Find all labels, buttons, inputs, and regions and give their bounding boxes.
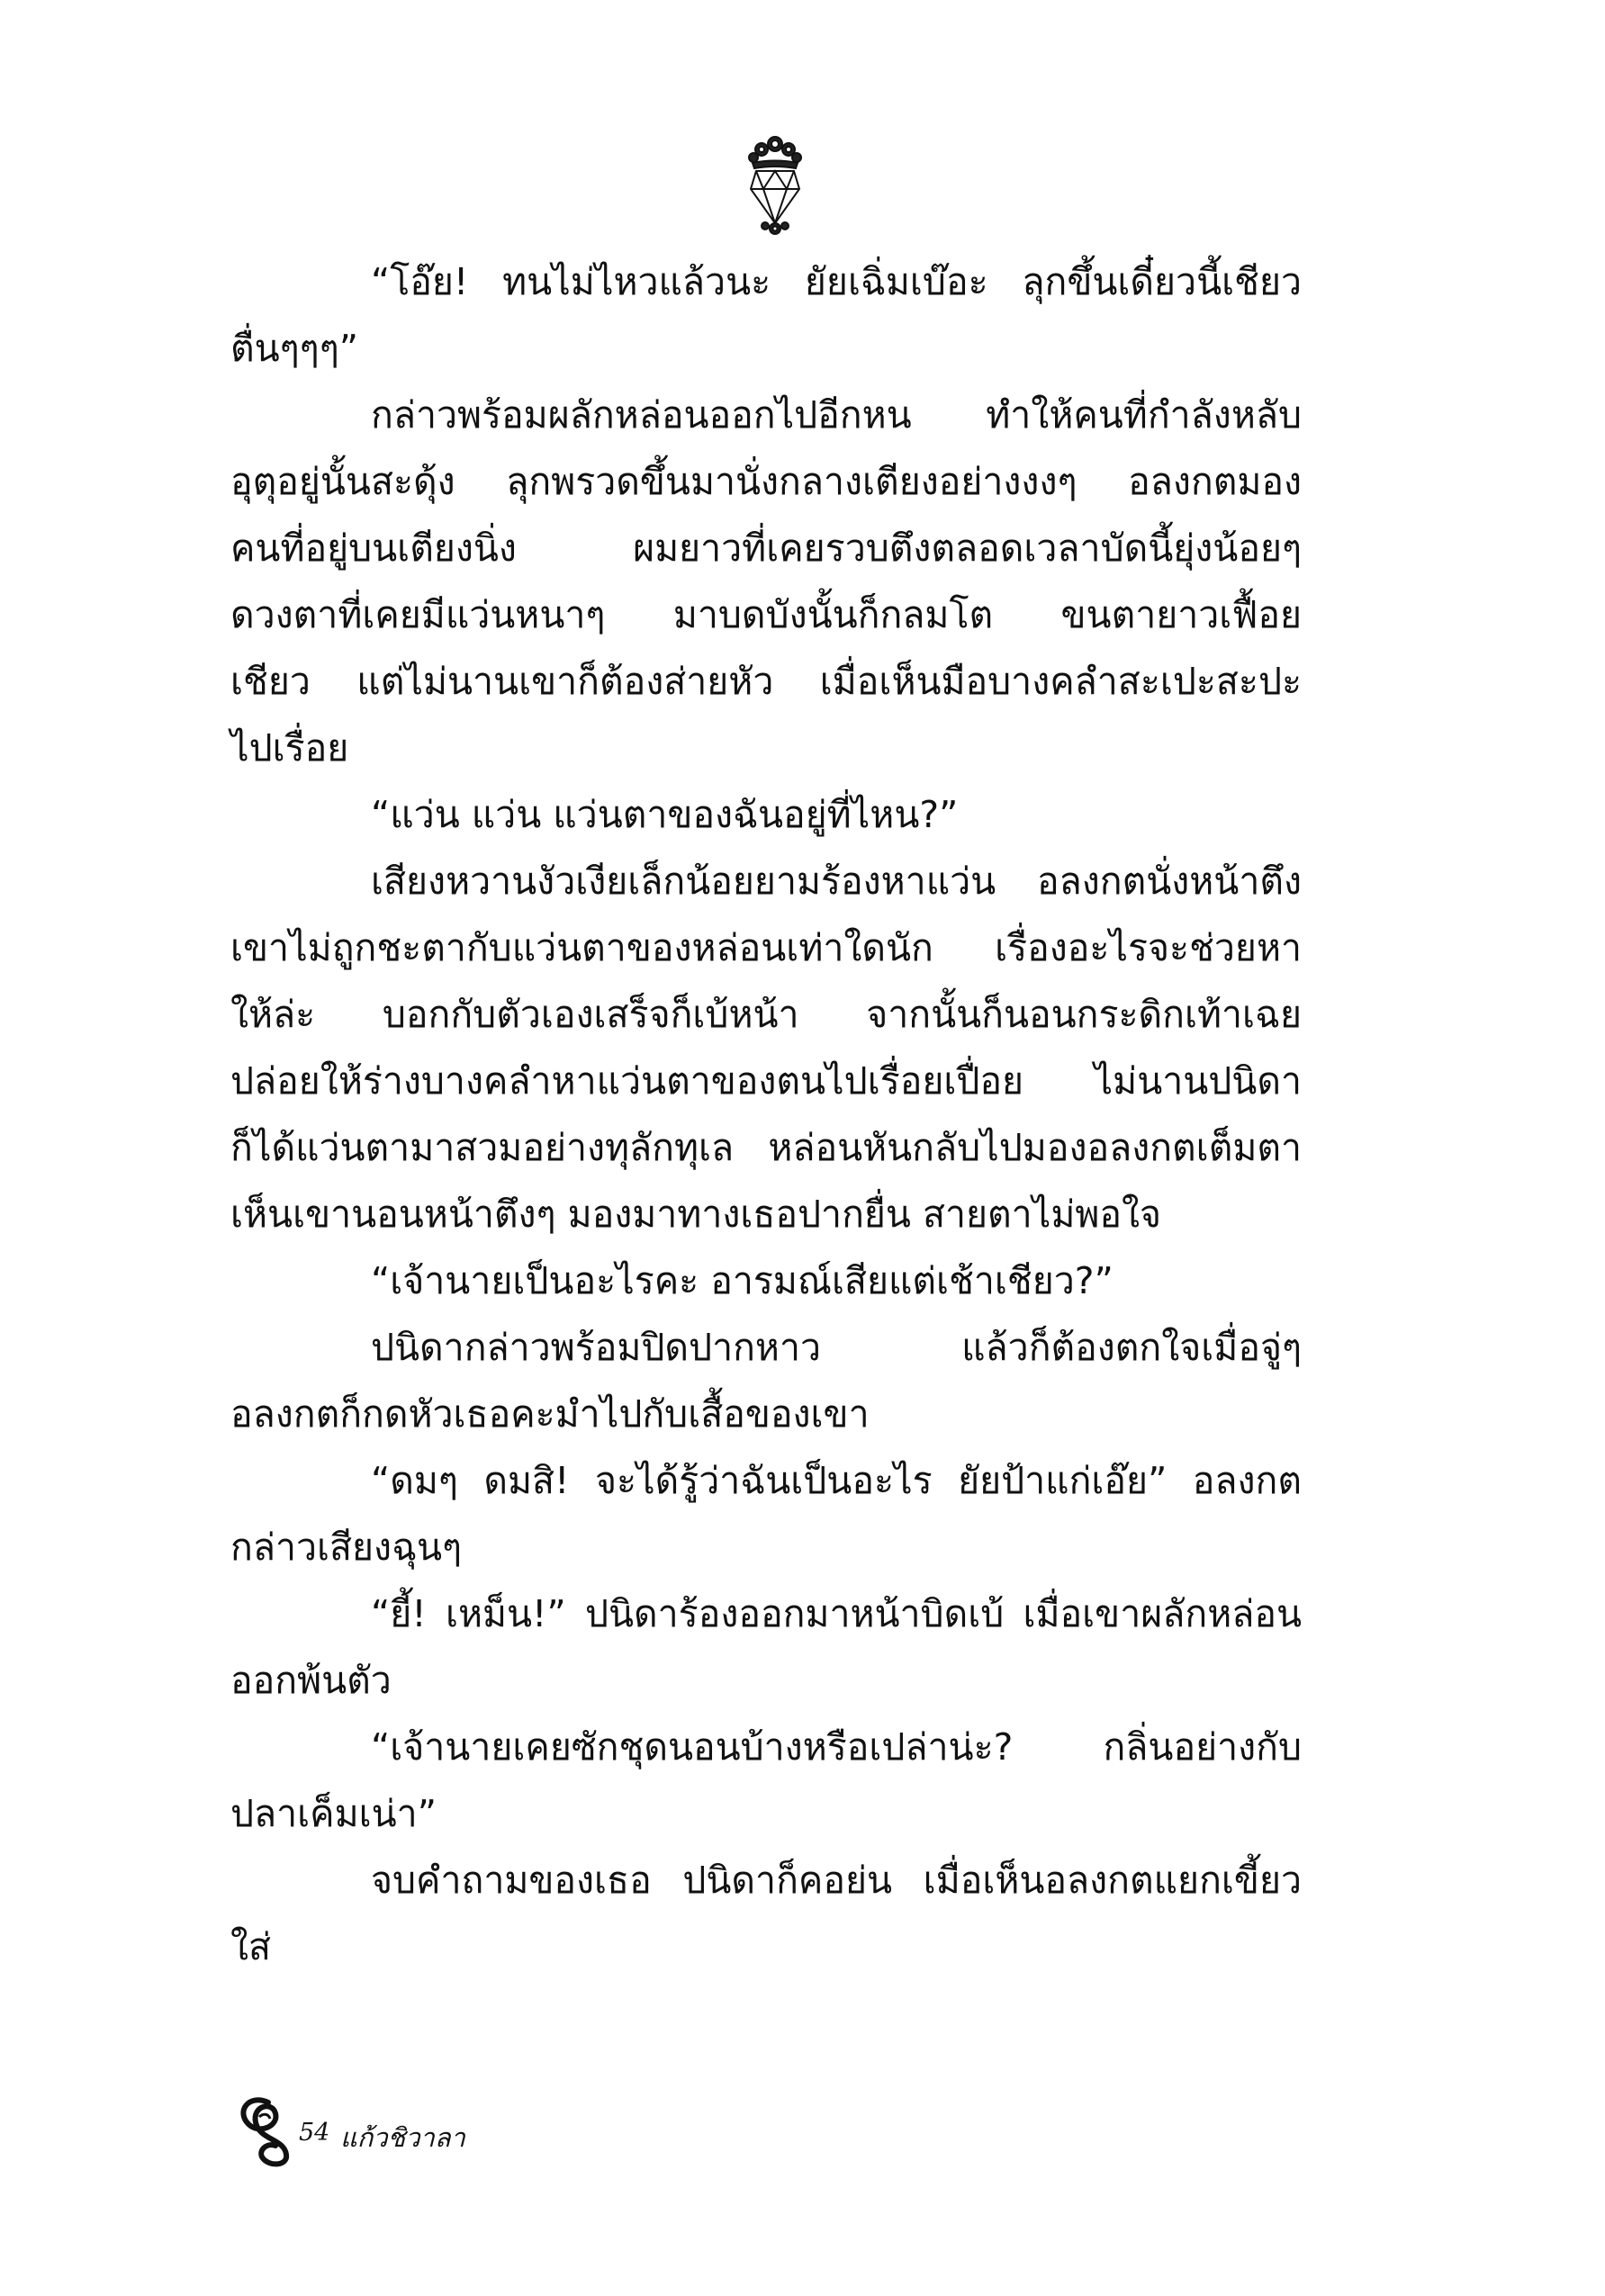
text-line: คนที่อยู่บนเตียงนิ่ง ผมยาวที่เคยรวบตึงตลอดเวลาบัดนี้ยุ่งน้อยๆ: [230, 527, 1302, 570]
text-line: เสียงหวานงัวเงียเล็กน้อยยามร้องหาแว่น อลงกตนั่งหน้าตึง: [371, 860, 1302, 903]
book-title: แก้วชิวาลา: [340, 2122, 465, 2153]
text-line: อุตุอยู่นั้นสะดุ้ง ลุกพรวดขึ้นมานั่งกลางเตียงอย่างงงๆ อลงกตมอง: [230, 460, 1302, 503]
text-line: “เจ้านายเป็นอะไรคะ อารมณ์เสียแต่เช้าเชียว?”: [371, 1259, 1114, 1302]
text-line: “ดมๆ ดมสิ! จะได้รู้ว่าฉันเป็นอะไร ยัยป้าแก่เอ๊ย” อลงกต: [371, 1459, 1302, 1502]
text-line: “โอ๊ย! ทนไม่ไหวแล้วนะ ยัยเฉิ่มเบ๊อะ ลุกขึ้นเดี๋ยวนี้เชียว: [371, 260, 1302, 303]
paragraph: [230, 248, 1302, 382]
text-line: เขาไม่ถูกชะตากับแว่นตาของหล่อนเท่าใดนัก เรื่องอะไรจะช่วยหา: [230, 926, 1302, 969]
paragraph: [230, 848, 1302, 1247]
body-text: [230, 248, 1302, 1980]
lantern-ornament-icon: [744, 133, 807, 239]
paragraph: [230, 1847, 1302, 1980]
text-line: “ยี้! เหม็น!” ปนิดาร้องออกมาหน้าบิดเบ้ เมื่อเขาผลักหล่อน: [371, 1592, 1302, 1635]
paragraph: [230, 1314, 1302, 1447]
text-line: กล่าวเสียงฉุนๆ: [230, 1526, 463, 1569]
text-line: ปล่อยให้ร่างบางคลำหาแว่นตาของตนไปเรื่อยเปื่อย ไม่นานปนิดา: [230, 1059, 1302, 1103]
text-line: ปลาเค็มเน่า”: [230, 1792, 437, 1835]
text-line: ออกพ้นตัว: [230, 1659, 392, 1702]
paragraph: [230, 1247, 1302, 1314]
paragraph: [230, 1580, 1302, 1714]
text-line: “แว่น แว่น แว่นตาของฉันอยู่ที่ไหน?”: [371, 793, 959, 836]
text-line: ก็ได้แว่นตามาสวมอย่างทุลักทุเล หล่อนหันกลับไปมองอลงกตเต็มตา: [230, 1126, 1302, 1169]
paragraph: [230, 1447, 1302, 1580]
text-line: ดวงตาที่เคยมีแว่นหนาๆ มาบดบังนั้นก็กลมโต ขนตายาวเฟื้อย: [230, 593, 1302, 636]
text-line: เห็นเขานอนหน้าตึงๆ มองมาทางเธอปากยื่น สายตาไม่พอใจ: [230, 1193, 1162, 1236]
text-line: “เจ้านายเคยซักชุดนอนบ้างหรือเปล่าน่ะ? กลิ่นอย่างกับ: [371, 1725, 1302, 1769]
paragraph: [230, 382, 1302, 781]
paragraph: [230, 1714, 1302, 1847]
page-footer: [232, 2086, 592, 2167]
text-line: อลงกตก็กดหัวเธอคะมำไปกับเสื้อของเขา: [230, 1392, 870, 1436]
script-flourish-icon: [232, 2086, 301, 2167]
text-line: กล่าวพร้อมผลักหล่อนออกไปอีกหน ทำให้คนที่กำลังหลับ: [371, 393, 1302, 437]
text-line: ใส่: [230, 1925, 272, 1968]
text-line: ตื่นๆๆๆ”: [230, 327, 358, 370]
text-line: เชียว แต่ไม่นานเขาก็ต้องส่ายหัว เมื่อเห็นมือบางคลำสะเปะสะปะ: [230, 660, 1302, 703]
text-line: ให้ล่ะ บอกกับตัวเองเสร็จก็เบ้หน้า จากนั้นก็นอนกระดิกเท้าเฉย: [230, 993, 1302, 1036]
paragraph: [230, 781, 1302, 848]
text-line: จบคำถามของเธอ ปนิดาก็คอย่น เมื่อเห็นอลงกตแยกเขี้ยว: [371, 1859, 1302, 1902]
text-line: ปนิดากล่าวพร้อมปิดปากหาว แล้วก็ต้องตกใจเมื่อจู่ๆ: [371, 1326, 1302, 1369]
text-line: ไปเรื่อย: [230, 726, 349, 770]
page-number: 54: [299, 2119, 330, 2147]
